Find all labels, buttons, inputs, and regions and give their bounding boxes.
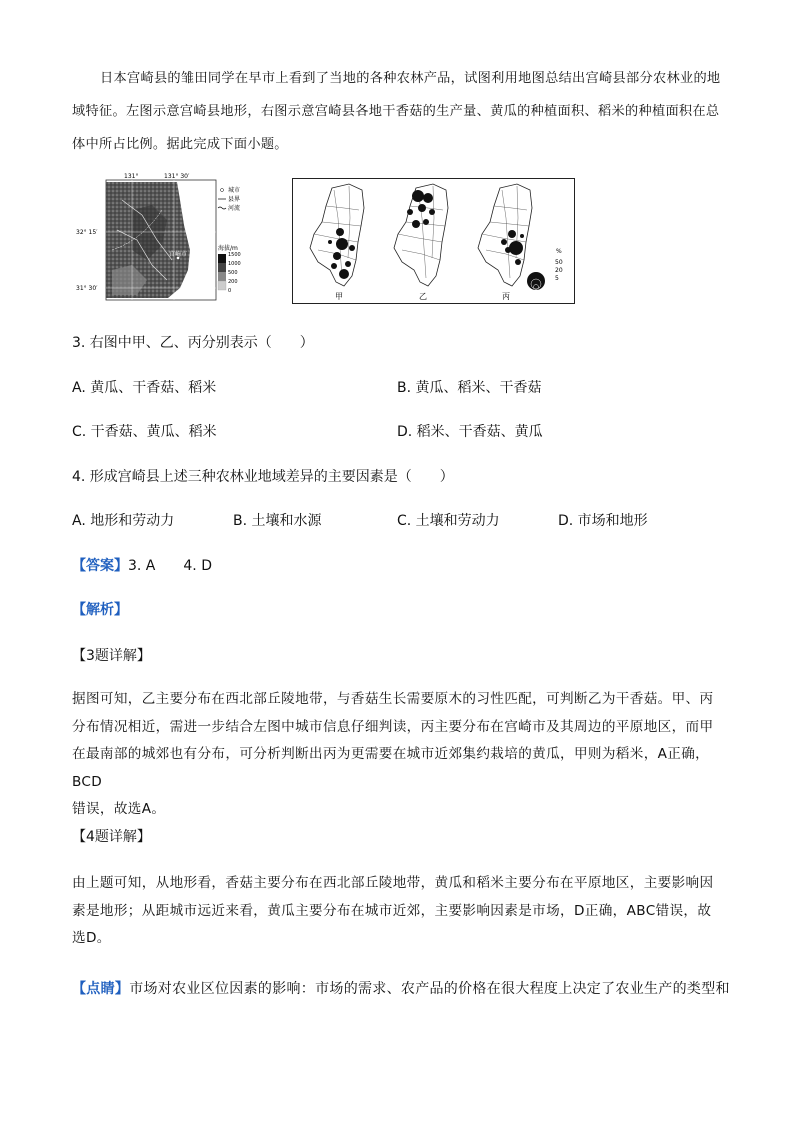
proportion-circle: [505, 247, 511, 253]
q4-option-b: B. 土壤和水源: [233, 513, 322, 529]
proportion-circle: [349, 245, 355, 251]
legend-5: 5: [555, 275, 559, 282]
elev-200: 200: [228, 279, 238, 285]
proportion-circle: [508, 230, 516, 238]
d3-body: [72, 686, 722, 824]
elev-1000: 1000: [228, 261, 241, 267]
legend-50: 50: [555, 259, 563, 266]
proportion-circle: [509, 241, 523, 255]
proportion-circle: [407, 209, 413, 215]
answer-row: [72, 555, 212, 575]
elev-500: 500: [228, 270, 238, 276]
intro-paragraph: 日本宫崎县的雏田同学在早市上看到了当地的各种农林产品，试图利用地图总结出宫崎县部分农林业的地域特征。左图示意宫崎县地形，右图示意宫崎县各地干香菇的生产量、黄瓜的种植面积、稻米的种植面积在总体中所占比例。据此完成下面小题。: [72, 71, 721, 152]
q3-option-c: C. 干香菇、黄瓜、稻米: [72, 424, 217, 440]
proportion-circle: [501, 239, 507, 245]
proportion-circle: [412, 190, 424, 202]
proportion-circle: [336, 238, 348, 250]
elev-0: 0: [228, 288, 232, 294]
d3-line: 错误，故选A。: [72, 801, 166, 817]
q4-option-d: D. 市场和地形: [558, 513, 648, 529]
q3-stem: 3. 右图中甲、乙、丙分别表示（ ）: [72, 335, 314, 351]
proportion-circle: [418, 204, 426, 212]
d3-line: 分布情况相近，需进一步结合左图中城市信息仔细判读，丙主要分布在宫崎市及其周边的平原地区，而甲: [72, 718, 714, 735]
tip-text: 市场对农业区位因素的影响：市场的需求、农产品的价格在很大程度上决定了农业生产的类型和: [129, 981, 730, 997]
legend-20: 20: [555, 267, 563, 274]
answer-text: 3. A 4. D: [128, 558, 212, 574]
analysis-tag: 【解析】: [72, 602, 128, 618]
distribution-maps: [292, 178, 575, 304]
d3-line: 据图可知，乙主要分布在西北部丘陵地带，与香菇生长需要原木的习性匹配，可判断乙为干香菇。甲、丙: [72, 691, 714, 707]
elev-1500: 1500: [228, 252, 241, 258]
d3-line: 在最南部的城郊也有分布，可分析判断出丙为更需要在城市近郊集约栽培的黄瓜，甲则为稻米，A正确，BCD: [72, 746, 710, 790]
proportion-circle: [328, 240, 332, 244]
proportion-circle: [520, 234, 524, 238]
q4-option-c: C. 土壤和劳动力: [397, 513, 500, 529]
lat-label-1: 32° 15′: [76, 229, 98, 236]
elevation-title: 海拔/m: [218, 245, 238, 252]
proportion-circle: [331, 263, 337, 269]
proportion-circle: [333, 252, 341, 260]
answer-tag: 【答案】: [72, 558, 128, 574]
tip-tag: 【点睛】: [72, 981, 130, 997]
proportion-circle: [429, 209, 435, 215]
q4-stem: 4. 形成宫崎县上述三种农林业地域差异的主要因素是（ ）: [72, 469, 454, 485]
lat-label-2: 31° 30′: [76, 285, 98, 292]
d3-tag: 【3题详解】: [72, 648, 151, 664]
lon-label-1: 131°: [124, 173, 139, 180]
legend-border: 县界: [228, 196, 241, 203]
city-label: 宫崎市: [169, 251, 188, 258]
tip-row: [72, 978, 732, 998]
d4-line: 选D。: [72, 930, 111, 946]
proportion-circle: [412, 220, 420, 228]
legend-unit: %: [556, 248, 562, 255]
d4-body: [72, 870, 722, 953]
lon-label-2: 131° 30′: [164, 173, 190, 180]
q3-option-d: D. 稻米、干香菇、黄瓜: [397, 424, 543, 440]
proportion-circle: [515, 259, 521, 265]
q3-option-b: B. 黄瓜、稻米、干香菇: [397, 380, 542, 396]
panel-label-jia: 甲: [335, 292, 343, 301]
proportion-circle: [339, 269, 349, 279]
proportion-circle: [423, 193, 433, 203]
legend-city: 城市: [228, 187, 241, 194]
panel-label-bing: 丙: [502, 292, 510, 301]
proportion-circle: [345, 261, 351, 267]
terrain-map: [72, 170, 272, 305]
q4-option-a: A. 地形和劳动力: [72, 513, 175, 529]
q3-option-a: A. 黄瓜、干香菇、稻米: [72, 380, 217, 396]
legend-river: 河流: [228, 205, 241, 212]
d4-line: 由上题可知，从地形看，香菇主要分布在西北部丘陵地带，黄瓜和稻米主要分布在平原地区，主要影响因: [72, 875, 714, 891]
panel-label-yi: 乙: [419, 292, 427, 301]
d4-tag: 【4题详解】: [72, 829, 151, 845]
proportion-circle: [423, 219, 429, 225]
proportion-circle: [336, 228, 344, 236]
d4-line: 素是地形；从距城市远近来看，黄瓜主要分布在城市近郊，主要影响因素是市场，D正确，ABC错误，故: [72, 902, 712, 919]
